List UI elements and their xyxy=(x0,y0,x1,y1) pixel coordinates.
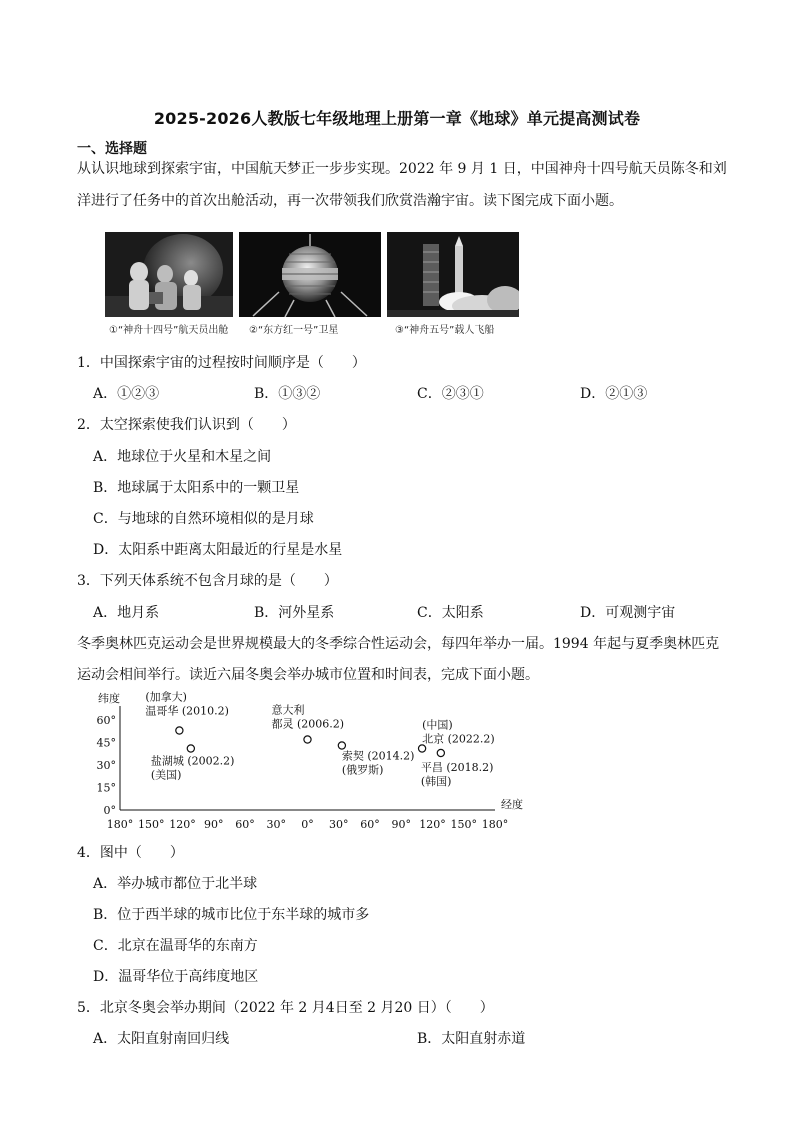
x-tick-label: 0° xyxy=(301,818,314,831)
q4-option-a[interactable]: A．举办城市都位于北半球 xyxy=(93,876,258,892)
photo-caption-3: ③“神舟五号”载人飞船 xyxy=(395,325,495,336)
q1-option-b[interactable]: B．①③② xyxy=(254,386,321,402)
city-point xyxy=(304,736,311,743)
photo-caption-1: ①“神舟十四号”航天员出舱 xyxy=(109,325,229,336)
q1-option-a[interactable]: A．①②③ xyxy=(93,386,160,402)
photo-astronaut-exit xyxy=(105,232,233,317)
city-label: 北京 (2022.2) xyxy=(422,732,495,746)
intro2-line1: 冬季奥林匹克运动会是世界规模最大的冬季综合性运动会，每四年举办一届。1994 年起与夏季奥林匹克 xyxy=(77,636,720,652)
q1-option-d[interactable]: D．②①③ xyxy=(580,386,648,402)
q2-stem: 2．太空探索使我们认识到（ ） xyxy=(77,417,296,433)
q3-option-a[interactable]: A．地月系 xyxy=(93,605,160,621)
x-tick-label: 60° xyxy=(235,818,255,831)
q3-option-c[interactable]: C．太阳系 xyxy=(417,605,484,621)
q2-option-b[interactable]: B．地球属于太阳系中的一颗卫星 xyxy=(93,480,300,496)
city-label: (俄罗斯) xyxy=(341,763,384,777)
x-tick-label: 120° xyxy=(169,818,196,831)
q4-option-b[interactable]: B．位于西半球的城市比位于东半球的城市多 xyxy=(93,907,370,923)
q1-option-c[interactable]: C．②③① xyxy=(417,386,484,402)
x-tick-label: 120° xyxy=(419,818,446,831)
olympic-city-chart-svg xyxy=(90,688,540,834)
q2-option-d[interactable]: D．太阳系中距离太阳最近的行星是水星 xyxy=(93,542,343,558)
intro2-line2: 运动会相间举行。读近六届冬奥会举办城市位置和时间表，完成下面小题。 xyxy=(77,667,539,683)
q4-stem: 4．图中（ ） xyxy=(77,845,184,861)
section-title: 一、选择题 xyxy=(77,141,147,157)
city-point xyxy=(338,742,345,749)
q1-stem: 1．中国探索宇宙的过程按时间顺序是（ ） xyxy=(77,355,366,371)
city-label: 平昌 (2018.2) xyxy=(420,761,494,774)
city-label: (中国) xyxy=(422,718,453,732)
page-title: 2025-2026人教版七年级地理上册第一章《地球》单元提高测试卷 xyxy=(153,109,641,128)
city-label: 温哥华 (2010.2) xyxy=(145,704,229,718)
q3-option-d[interactable]: D．可观测宇宙 xyxy=(580,605,676,621)
x-tick-label: 180° xyxy=(106,818,134,831)
city-label: 都灵 (2006.2) xyxy=(271,717,345,731)
q3-option-b[interactable]: B．河外星系 xyxy=(254,605,335,621)
x-tick-label: 150° xyxy=(138,818,165,831)
city-point xyxy=(418,745,425,752)
q5-stem: 5．北京冬奥会举办期间（2022 年 2 月4日至 2 月20 日）（ ） xyxy=(77,1000,494,1016)
photo-sz5-rocket xyxy=(387,232,519,317)
q5-option-a[interactable]: A．太阳直射南回归线 xyxy=(93,1031,230,1047)
photo-dfh1-satellite xyxy=(239,232,381,317)
photo-caption-2: ②“东方红一号”卫星 xyxy=(249,325,339,336)
x-tick-label: 30° xyxy=(329,818,349,831)
q4-option-c[interactable]: C．北京在温哥华的东南方 xyxy=(93,938,258,954)
city-label: (韩国) xyxy=(420,775,452,788)
photo-strip xyxy=(105,232,525,340)
x-tick-label: 90° xyxy=(204,818,224,831)
x-axis-label: 经度 xyxy=(501,798,523,811)
q4-option-d[interactable]: D．温哥华位于高纬度地区 xyxy=(93,969,259,985)
olympic-city-chart xyxy=(90,688,540,834)
x-tick-label: 90° xyxy=(391,818,411,831)
city-point xyxy=(176,727,183,734)
y-tick-label: 30° xyxy=(96,759,116,772)
x-tick-label: 30° xyxy=(266,818,286,831)
intro1-line2: 洋进行了任务中的首次出舱活动，再一次带领我们欣赏浩瀚宇宙。读下图完成下面小题。 xyxy=(77,193,623,209)
q3-stem: 3．下列天体系统不包含月球的是（ ） xyxy=(77,573,338,589)
city-label: (加拿大) xyxy=(145,690,187,704)
x-tick-label: 60° xyxy=(360,818,380,831)
city-label: (美国) xyxy=(150,768,182,782)
x-tick-label: 180° xyxy=(481,818,509,831)
q2-option-a[interactable]: A．地球位于火星和木星之间 xyxy=(93,449,272,465)
y-axis-label: 纬度 xyxy=(98,692,120,705)
y-tick-label: 60° xyxy=(96,714,116,727)
y-tick-label: 0° xyxy=(103,804,116,817)
intro1-line1: 从认识地球到探索宇宙，中国航天梦正一步步实现。2022 年 9 月 1 日，中国神舟十四号航天员陈冬和刘 xyxy=(77,161,727,177)
city-label: 意大利 xyxy=(271,703,305,717)
city-point xyxy=(437,749,444,756)
x-tick-label: 150° xyxy=(450,818,477,831)
q5-option-b[interactable]: B．太阳直射赤道 xyxy=(417,1031,526,1047)
city-label: 索契 (2014.2) xyxy=(341,749,415,763)
y-tick-label: 15° xyxy=(96,781,116,795)
city-label: 盐湖城 (2002.2) xyxy=(150,754,235,768)
y-tick-label: 45° xyxy=(96,736,116,750)
q2-option-c[interactable]: C．与地球的自然环境相似的是月球 xyxy=(93,511,314,527)
city-point xyxy=(187,745,194,752)
